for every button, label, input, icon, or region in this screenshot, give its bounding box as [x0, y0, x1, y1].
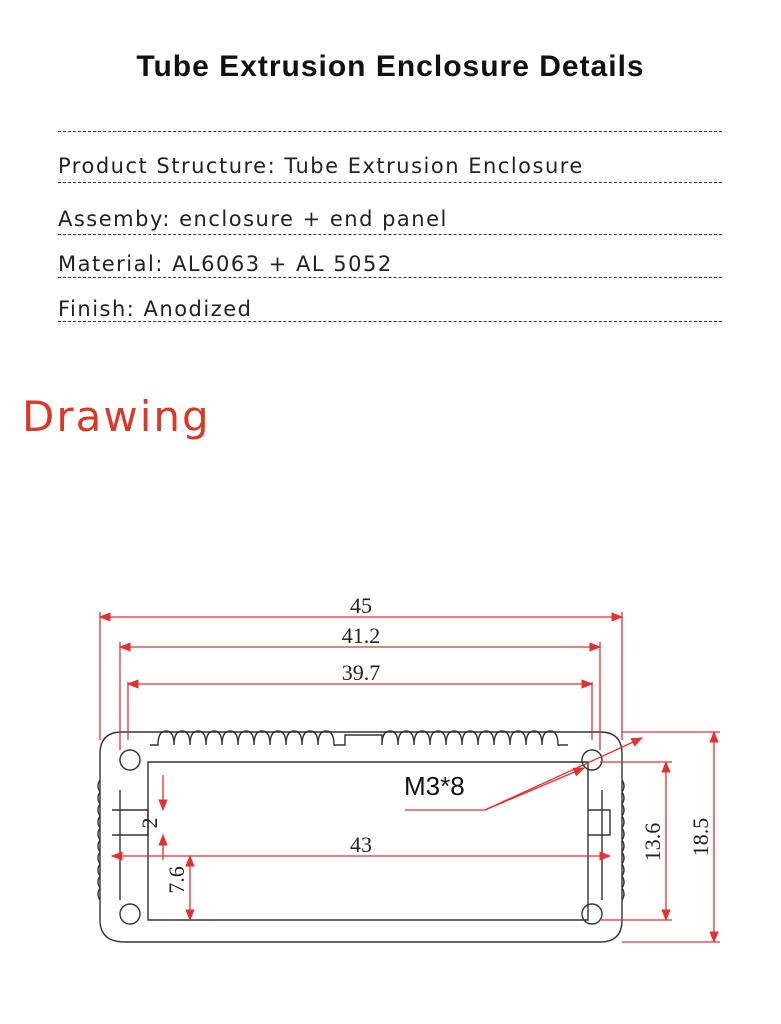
callout-screw-size: M3*8 [404, 771, 465, 801]
dim-rail-height: 7.6 [164, 866, 189, 894]
dim-wall-step: 2 [137, 817, 162, 829]
spec-divider [58, 182, 722, 183]
spec-divider [58, 321, 722, 322]
dim-inner-height: 13.6 [640, 822, 665, 862]
page-title: Tube Extrusion Enclosure Details [136, 50, 645, 83]
spec-product-structure: Product Structure: Tube Extrusion Enclosure [58, 154, 584, 178]
dim-rail-span: 43 [350, 832, 372, 857]
spec-finish: Finish: Anodized [58, 297, 253, 321]
spec-top-divider [58, 131, 722, 132]
spec-divider [58, 277, 722, 278]
dim-inner-width: 41.2 [341, 623, 381, 648]
drawing-heading: Drawing [22, 392, 211, 441]
dim-slot-width: 39.7 [341, 660, 381, 685]
dim-overall-height: 18.5 [688, 817, 713, 857]
spec-assembly: Assemby: enclosure + end panel [58, 207, 448, 231]
enclosure-drawing [0, 560, 781, 980]
spec-divider [58, 234, 722, 235]
dim-overall-width: 45 [350, 593, 372, 618]
spec-material: Material: AL6063 + AL 5052 [58, 252, 393, 276]
